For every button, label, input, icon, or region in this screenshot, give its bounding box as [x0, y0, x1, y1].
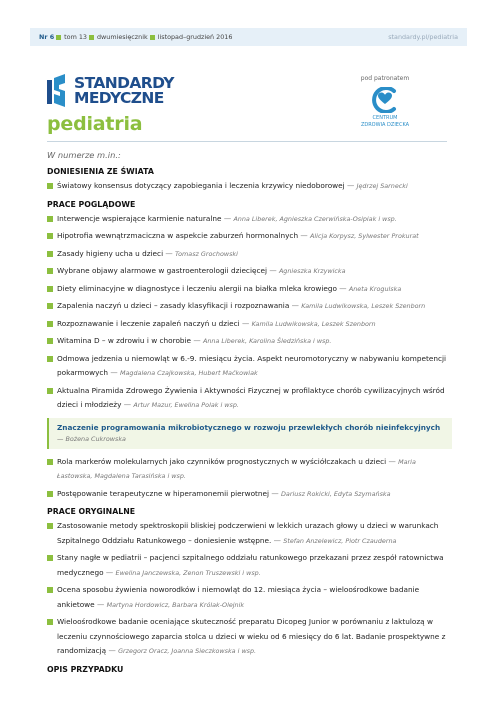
section-heading: PRACE ORYGINALNE: [47, 507, 136, 516]
article-authors: Tomasz Grochowski: [175, 249, 238, 258]
article-title: Zapalenia naczyń u dzieci – zasady klasyfikacji i rozpoznawania: [57, 301, 290, 310]
article-item[interactable]: Zasady higieny ucha u dzieci — Tomasz Grochowski: [47, 247, 452, 262]
article-item[interactable]: Stany nagłe w pediatrii – pacjenci szpitalnego oddziału ratunkowego przekazani przez zespół ratownictwa medycznego — Ewelina Janczewska, Zenon Truszewski i wsp.: [47, 551, 452, 580]
article-authors: Agnieszka Krzywicka: [278, 267, 346, 275]
article-title: Postępowanie terapeutyczne w hiperamonemii pierwotnej: [57, 488, 270, 498]
logo-mark-icon: [47, 74, 69, 107]
article-authors: Aneta Krogulska: [348, 284, 402, 293]
article-title: Witamina D – w zdrowiu i w chorobie: [57, 336, 192, 345]
article-title: Odmowa jedzenia u niemowląt w 6.-9. miesiącu życia. Aspekt neuromotoryczny w nabywaniu kompetencji pokarmowych: [57, 353, 447, 377]
section-heading: DONIESIENIA ZE ŚWIATA: [47, 167, 154, 176]
logo-line-1: STANDARDY: [74, 73, 174, 92]
bullet-square-icon: [56, 35, 61, 40]
article-title: Zasady higieny ucha u dzieci: [57, 248, 164, 258]
period: listopad–grudzień 2016: [157, 33, 233, 41]
article-authors: Artur Mazur, Ewelina Polak i wsp.: [133, 401, 239, 409]
featured-article-title: Znaczenie programowania mikrobiotycznego w rozwoju przewlekłych chorób nieinfekcyjnych: [57, 422, 441, 432]
article-item[interactable]: Diety eliminacyjne w diagnostyce i leczeniu alergii na białka mleka krowiego — Aneta Krogulska: [47, 282, 452, 297]
article-title: Rozpoznawanie i leczenie zapaleń naczyń u dzieci: [57, 318, 240, 328]
article-item[interactable]: Światowy konsensus dotyczący zapobiegania i leczenia krzywicy niedoborowej — Jędrzej Sarnecki: [47, 179, 452, 194]
journal-logo: [47, 74, 174, 107]
article-authors: Anna Liberek, Karolina Śledzińska i wsp.: [203, 337, 332, 345]
article-title: Diety eliminacyjne w diagnostyce i leczeniu alergii na białka mleka krowiego: [57, 283, 337, 293]
article-authors: Martyna Hordowicz, Barbara Królak-Olejnik: [106, 600, 245, 609]
article-authors: Ewelina Janczewska, Zenon Truszewski i wsp.: [115, 568, 261, 577]
article-title: Stany nagłe w pediatrii – pacjenci szpitalnego oddziału ratunkowego przekazani przez zespół ratownictwa medycznego: [57, 553, 444, 577]
section-heading: OPIS PRZYPADKU: [47, 664, 124, 674]
article-title: Zastosowanie metody spektroskopii bliskiej podczerwieni w lekkich urazach głowy u dzieci w warunkach Szpitalnego Oddziału Ratunkowego – doniesienie wstępne.: [57, 521, 439, 545]
patron-label: pod patronatem: [360, 75, 410, 82]
article-item[interactable]: Interwencje wspierające karmienie naturalne — Anna Liberek, Agnieszka Czerwińska-Osipiak i wsp.: [47, 212, 452, 227]
article-item[interactable]: Ocena sposobu żywienia noworodków i niemowląt do 12. miesiąca życia – wieloośrodkowe badanie ankietowe — Martyna Hordowicz, Barbara Królak-Olejnik: [47, 583, 452, 612]
article-authors: Jędrzej Sarnecki: [356, 182, 408, 190]
featured-article[interactable]: [47, 418, 452, 449]
article-title: Wieloośrodkowe badanie oceniające skuteczność preparatu Dicopeg Junior w porównaniu z laktulozą w leczeniu czynnościowego zaparcia stolca u dzieci w wieku od 6 miesięcy do 6 lat. Badanie prospektywne z randomizacją: [57, 617, 446, 655]
article-title: Światowy konsensus dotyczący zapobiegania i leczenia krzywicy niedoborowej: [57, 181, 345, 190]
patron-name-1: CENTRUM: [372, 115, 398, 121]
article-title: Ocena sposobu żywienia noworodków i niemowląt do 12. miesiąca życia – wieloośrodkowe badanie ankietowe: [57, 585, 420, 609]
article-title: Rola markerów molekularnych jako czynników prognostycznych w wyściółczakach u dzieci: [57, 456, 387, 466]
issue-info-bar: [30, 28, 467, 46]
article-title: Aktualna Piramida Zdrowego Żywienia i Aktywności Fizycznej w profilaktyce chorób cywilizacyjnych wśród dzieci i młodzieży: [57, 385, 445, 409]
article-authors: Kamila Ludwikowska, Leszek Szenborn: [301, 302, 426, 310]
article-item[interactable]: Witamina D – w zdrowiu i w chorobie — Anna Liberek, Karolina Śledzińska i wsp.: [47, 334, 452, 349]
bullet-square-icon: [150, 35, 155, 40]
article-title: Hipotrofia wewnątrzmaciczna w aspekcie zaburzeń hormonalnych: [57, 231, 299, 240]
journal-subtitle: pediatria: [47, 113, 143, 135]
article-item[interactable]: Zapalenia naczyń u dzieci – zasady klasyfikacji i rozpoznawania — Kamila Ludwikowska, Leszek Szenborn: [47, 299, 452, 314]
article-authors: Maria Łastowska, Magdalena Tarasińska i wsp.: [57, 457, 416, 480]
article-title: Wybrane objawy alarmowe w gastroenterologii dziecięcej: [57, 266, 267, 275]
heart-c-logo-icon: [370, 87, 400, 113]
patron-name-2: ZDROWIA DZIECKA: [360, 121, 410, 128]
logo-line-2: MEDYCZNE: [74, 88, 164, 107]
intro-text: W numerze m.in.:: [47, 150, 121, 160]
site-link[interactable]: standardy.pl/pediatria: [388, 33, 458, 41]
divider: [47, 141, 447, 142]
article-item[interactable]: Postępowanie terapeutyczne w hiperamonemii pierwotnej — Dariusz Rokicki, Edyta Szymańska: [47, 487, 452, 502]
article-item[interactable]: Wybrane objawy alarmowe w gastroenterologii dziecięcej — Agnieszka Krzywicka: [47, 264, 452, 279]
article-authors: Anna Liberek, Agnieszka Czerwińska-Osipiak i wsp.: [233, 214, 397, 223]
patron-block: [350, 75, 420, 128]
issue-number: Nr 6: [39, 33, 55, 41]
article-authors: Dariusz Rokicki, Edyta Szymańska: [281, 489, 391, 498]
section-heading: PRACE POGLĄDOWE: [47, 199, 136, 209]
article-title: Interwencje wspierające karmienie naturalne: [57, 213, 222, 223]
article-authors: Alicja Korpysz, Sylwester Prokurat: [310, 232, 419, 240]
article-item[interactable]: Aktualna Piramida Zdrowego Żywienia i Aktywności Fizycznej w profilaktyce chorób cywilizacyjnych wśród dzieci i młodzieży — Artur Mazur, Ewelina Polak i wsp.: [47, 384, 452, 413]
article-authors: Magdalena Czajkowska, Hubert Maćkowiak: [119, 369, 258, 377]
bullet-square-icon: [89, 35, 94, 40]
article-item[interactable]: Rola markerów molekularnych jako czynników prognostycznych w wyściółczakach u dzieci — Maria Łastowska, Magdalena Tarasińska i wsp.: [47, 455, 452, 484]
article-authors: Stefan Anzelewicz, Piotr Czauderna: [283, 536, 397, 545]
article-item[interactable]: Odmowa jedzenia u niemowląt w 6.-9. miesiącu życia. Aspekt neuromotoryczny w nabywaniu kompetencji pokarmowych — Magdalena Czajkowska, Hubert Maćkowiak: [47, 352, 452, 381]
volume: tom 13: [64, 33, 87, 41]
article-item[interactable]: Zastosowanie metody spektroskopii bliskiej podczerwieni w lekkich urazach głowy u dzieci w warunkach Szpitalnego Oddziału Ratunkowego – doniesienie wstępne. — Stefan Anzelewicz, Piotr Czauderna: [47, 519, 452, 548]
featured-article-authors: — Bożena Cukrowska: [57, 434, 126, 443]
table-of-contents: [47, 150, 452, 677]
article-item[interactable]: Rozpoznawanie i leczenie zapaleń naczyń u dzieci — Kamila Ludwikowska, Leszek Szenborn: [47, 317, 452, 332]
article-authors: Kamila Ludwikowska, Leszek Szenborn: [251, 319, 376, 328]
frequency: dwumiesięcznik: [96, 33, 148, 41]
article-item[interactable]: Hipotrofia wewnątrzmaciczna w aspekcie zaburzeń hormonalnych — Alicja Korpysz, Sylwester Prokurat: [47, 229, 452, 244]
article-item[interactable]: Wieloośrodkowe badanie oceniające skuteczność preparatu Dicopeg Junior w porównaniu z laktulozą w leczeniu czynnościowego zaparcia stolca u dzieci w wieku od 6 miesięcy do 6 lat. Badanie prospektywne z randomizacją — Grzegorz Oracz, Joanna Sieczkowska i wsp.: [47, 615, 452, 659]
article-authors: Grzegorz Oracz, Joanna Sieczkowska i wsp.: [118, 647, 257, 655]
